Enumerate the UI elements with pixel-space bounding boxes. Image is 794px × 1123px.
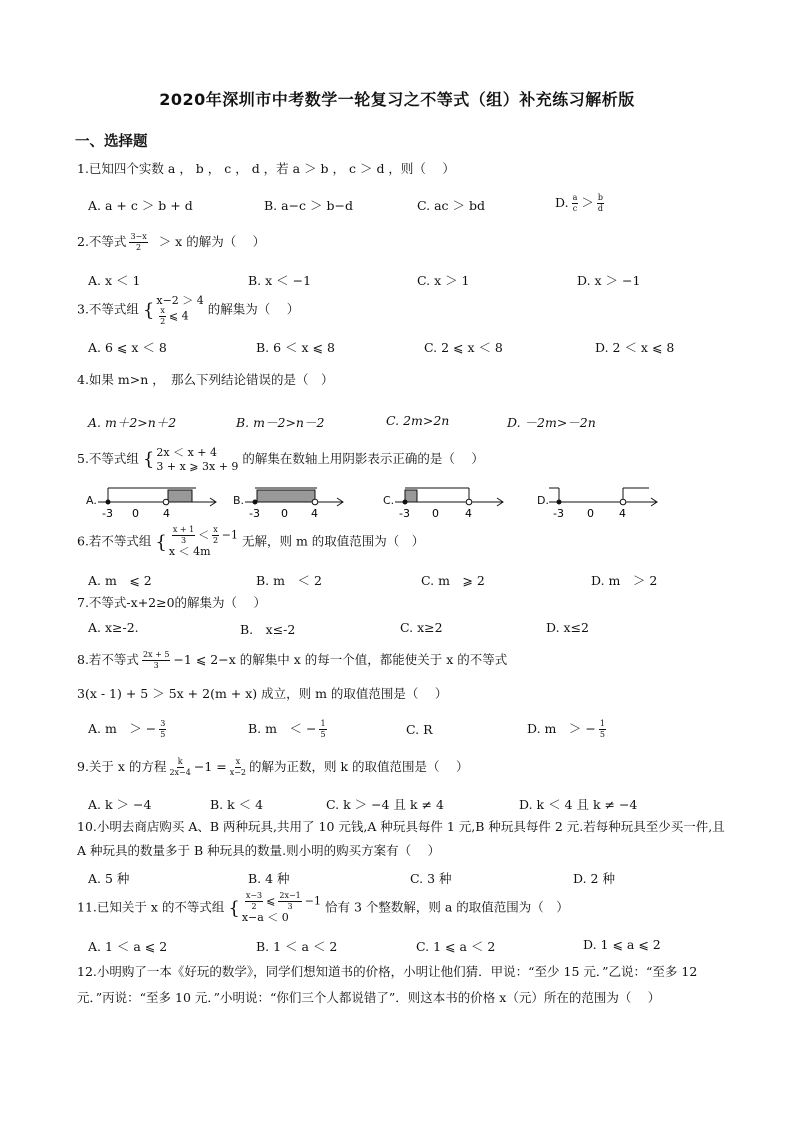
q2-option-b[interactable]: B. x ＜ −1 [248, 273, 312, 288]
q5-option-d[interactable]: D. -3 0 4 [537, 484, 697, 520]
fraction: $\frac{x}{2}$ [160, 306, 166, 327]
q1-option-d[interactable]: D. $\frac{a}{c}$ ＞ $\frac{b}{d}$ [555, 193, 603, 213]
number-line-d [549, 484, 699, 520]
q4-option-a[interactable]: A. m＋2>n＋2 [88, 415, 177, 430]
question-4: 4.如果 m>n ， 那么下列结论错误的是（ ） [77, 372, 334, 387]
q5-option-c[interactable]: C. -3 0 4 [383, 484, 543, 520]
inequality-system: { $\frac{x-3}{2}$ ⩽ $\frac{2x-1}{3}$ −1 x−a ＜ 0 [228, 891, 321, 924]
question-1: 1.已知四个实数 a ， b ， c ， d ，若 a ＞ b ， c ＞ d ，则（ ） [77, 161, 455, 176]
fraction: $\frac{k}{2x-4}$ [169, 757, 191, 777]
q9-option-c[interactable]: C. k ＞ −4 且 k ≠ 4 [326, 797, 444, 812]
q11-option-a[interactable]: A. 1 ＜ a ⩽ 2 [88, 939, 168, 954]
tick-label: -3 [553, 507, 564, 520]
q11-option-c[interactable]: C. 1 ⩽ a ＜ 2 [416, 939, 496, 954]
tick-label: 4 [311, 507, 318, 520]
q11-option-b[interactable]: B. 1 ＜ a ＜ 2 [256, 939, 338, 954]
q10-option-b[interactable]: B. 4 种 [248, 871, 290, 886]
q6-option-c[interactable]: C. m ⩾ 2 [421, 573, 485, 588]
fraction: $\frac{2x-1}{3}$ [279, 891, 301, 911]
question-12: 12.小明购了一本《好玩的数学》，同学们想知道书的价格，小明让他们猜．甲说：“至少 15 元．”乙说：“至多 12 元．”丙说：“至多 10 元．”小明说：“你们三个人都说错了”．则这本书的价格 x（元）所在的范围为（ ） [77, 964, 698, 1005]
fraction: $\frac{x-3}{2}$ [245, 891, 263, 911]
q2-option-d[interactable]: D. x ＞ −1 [577, 273, 641, 288]
q9-option-b[interactable]: B. k ＜ 4 [210, 797, 264, 812]
q9-option-d[interactable]: D. k ＜ 4 且 k ≠ −4 [519, 797, 638, 812]
q3-option-c[interactable]: C. 2 ⩽ x ＜ 8 [424, 340, 503, 355]
q6-option-d[interactable]: D. m ＞ 2 [591, 573, 658, 588]
tick-label: 4 [163, 507, 170, 520]
q8-option-a[interactable]: A. m ＞ − $\frac{3}{5}$ [88, 719, 166, 739]
q8-option-d[interactable]: D. m ＞ − $\frac{1}{5}$ [527, 719, 605, 739]
question-9: 9.关于 x 的方程 $\frac{k}{2x-4}$ −1 = $\frac{x}{x-2}$ 的解为正数，则 k 的取值范围是（ ） [77, 757, 469, 777]
q10-option-a[interactable]: A. 5 种 [88, 871, 130, 886]
q10-option-c[interactable]: C. 3 种 [410, 871, 452, 886]
question-11: 11.已知关于 x 的不等式组 { $\frac{x-3}{2}$ ⩽ $\frac{2x-1}{3}$ −1 x−a ＜ 0 恰有 3 个整数解，则 a 的取值范围为（ ） [77, 891, 569, 924]
number-line-b [245, 484, 395, 520]
q3-option-d[interactable]: D. 2 ＜ x ⩽ 8 [595, 340, 675, 355]
q7-option-a[interactable]: A. x≥-2. [88, 620, 139, 635]
q3-option-a[interactable]: A. 6 ⩽ x ＜ 8 [88, 340, 167, 355]
q6-option-a[interactable]: A. m ⩽ 2 [88, 573, 152, 588]
fraction: $\frac{1}{5}$ [320, 719, 326, 739]
tick-label: 0 [132, 507, 139, 520]
fraction: $\frac{2x + 5}{3}$ [142, 650, 170, 670]
q10-option-d[interactable]: D. 2 种 [573, 871, 615, 886]
question-6: 6.若不等式组 { $\frac{x + 1}{3}$ ＜ $\frac{x}{2}$ −1 x ＜ 4m 无解，则 m 的取值范围为（ ） [77, 525, 425, 558]
tick-label: -3 [399, 507, 410, 520]
question-10: 10.小明去商店购买 A、B 两种玩具,共用了 10 元钱,A 种玩具每件 1 元,B 种玩具每件 2 元.若每种玩具至少买一件,且 A 种玩具的数量多于 B 种玩具的数量.则小明的购买方案有（ ） [77, 819, 725, 858]
number-line-a [98, 484, 248, 520]
q7-option-d[interactable]: D. x≤2 [546, 620, 589, 635]
inequality-system: { x−2 ＞ 4 $\frac{x}{2}$ ⩽ 4 [142, 294, 204, 327]
q9-option-a[interactable]: A. k ＞ −4 [88, 797, 152, 812]
tick-label: 0 [432, 507, 439, 520]
q3-option-b[interactable]: B. 6 ＜ x ⩽ 8 [256, 340, 335, 355]
q1-option-c[interactable]: C. ac ＞ bd [417, 198, 485, 213]
q4-option-d[interactable]: D. －2m>－2n [507, 415, 596, 430]
question-2: 2.不等式 $\frac{3-x}{2}$ ＞ x 的解为（ ） [77, 232, 266, 252]
q4-option-b[interactable]: B. m－2>n－2 [236, 415, 325, 430]
q5-option-a[interactable]: A. -3 0 4 [86, 484, 246, 520]
tick-label: 0 [281, 507, 288, 520]
question-8: 8.若不等式 $\frac{2x + 5}{3}$ −1 ⩽ 2−x 的解集中 x 的每一个值，都能使关于 x 的不等式 [77, 650, 508, 670]
question-7: 7.不等式-x+2≥0的解集为（ ） [77, 595, 267, 610]
q4-option-c[interactable]: C. 2m>2n [386, 413, 450, 428]
tick-label: 0 [587, 507, 594, 520]
q2-option-a[interactable]: A. x ＜ 1 [88, 273, 141, 288]
question-5: 5.不等式组 { 2x ＜ x + 4 3 + x ⩾ 3x + 9 的解集在数轴上用阴影表示正确的是（ ） [77, 446, 484, 473]
number-line-c [395, 484, 545, 520]
q7-option-b[interactable]: B. x≤-2 [240, 622, 296, 637]
q1-option-a[interactable]: A. a + c ＞ b + d [88, 198, 193, 213]
tick-label: -3 [249, 507, 260, 520]
fraction: $\frac{b}{d}$ [597, 193, 603, 213]
inequality-system: { 2x ＜ x + 4 3 + x ⩾ 3x + 9 [142, 446, 239, 473]
tick-label: 4 [465, 507, 472, 520]
q8-option-c[interactable]: C. R [406, 722, 433, 737]
fraction: $\frac{x}{2}$ [212, 525, 219, 545]
q7-option-c[interactable]: C. x≥2 [400, 620, 443, 635]
q5-option-b[interactable]: B. -3 0 4 [233, 484, 393, 520]
q8-option-b[interactable]: B. m ＜ − $\frac{1}{5}$ [248, 719, 326, 739]
fraction: $\frac{a}{c}$ [572, 193, 578, 213]
fraction: $\frac{x + 1}{3}$ [172, 525, 195, 545]
q6-option-b[interactable]: B. m ＜ 2 [256, 573, 322, 588]
tick-label: -3 [102, 507, 113, 520]
section-heading: 一、选择题 [75, 134, 148, 150]
fraction: $\frac{3-x}{2}$ [130, 232, 147, 252]
tick-label: 4 [619, 507, 626, 520]
fraction: $\frac{x}{x-2}$ [229, 757, 247, 777]
page-title: 2020年深圳市中考数学一轮复习之不等式（组）补充练习解析版 [159, 90, 635, 109]
q1-option-b[interactable]: B. a−c ＞ b−d [264, 198, 353, 213]
fraction: $\frac{1}{5}$ [599, 719, 605, 739]
fraction: $\frac{3}{5}$ [160, 719, 166, 739]
inequality-system: { $\frac{x + 1}{3}$ ＜ $\frac{x}{2}$ −1 x ＜ 4m [155, 525, 238, 558]
question-8-line-2: 3(x - 1) + 5 ＞ 5x + 2(m + x) 成立，则 m 的取值范围是（ ） [77, 686, 448, 701]
q2-option-c[interactable]: C. x ＞ 1 [417, 273, 470, 288]
question-3: 3.不等式组 { x−2 ＞ 4 $\frac{x}{2}$ ⩽ 4 的解集为（ ） [77, 294, 300, 327]
q11-option-d[interactable]: D. 1 ⩽ a ⩽ 2 [583, 937, 661, 952]
